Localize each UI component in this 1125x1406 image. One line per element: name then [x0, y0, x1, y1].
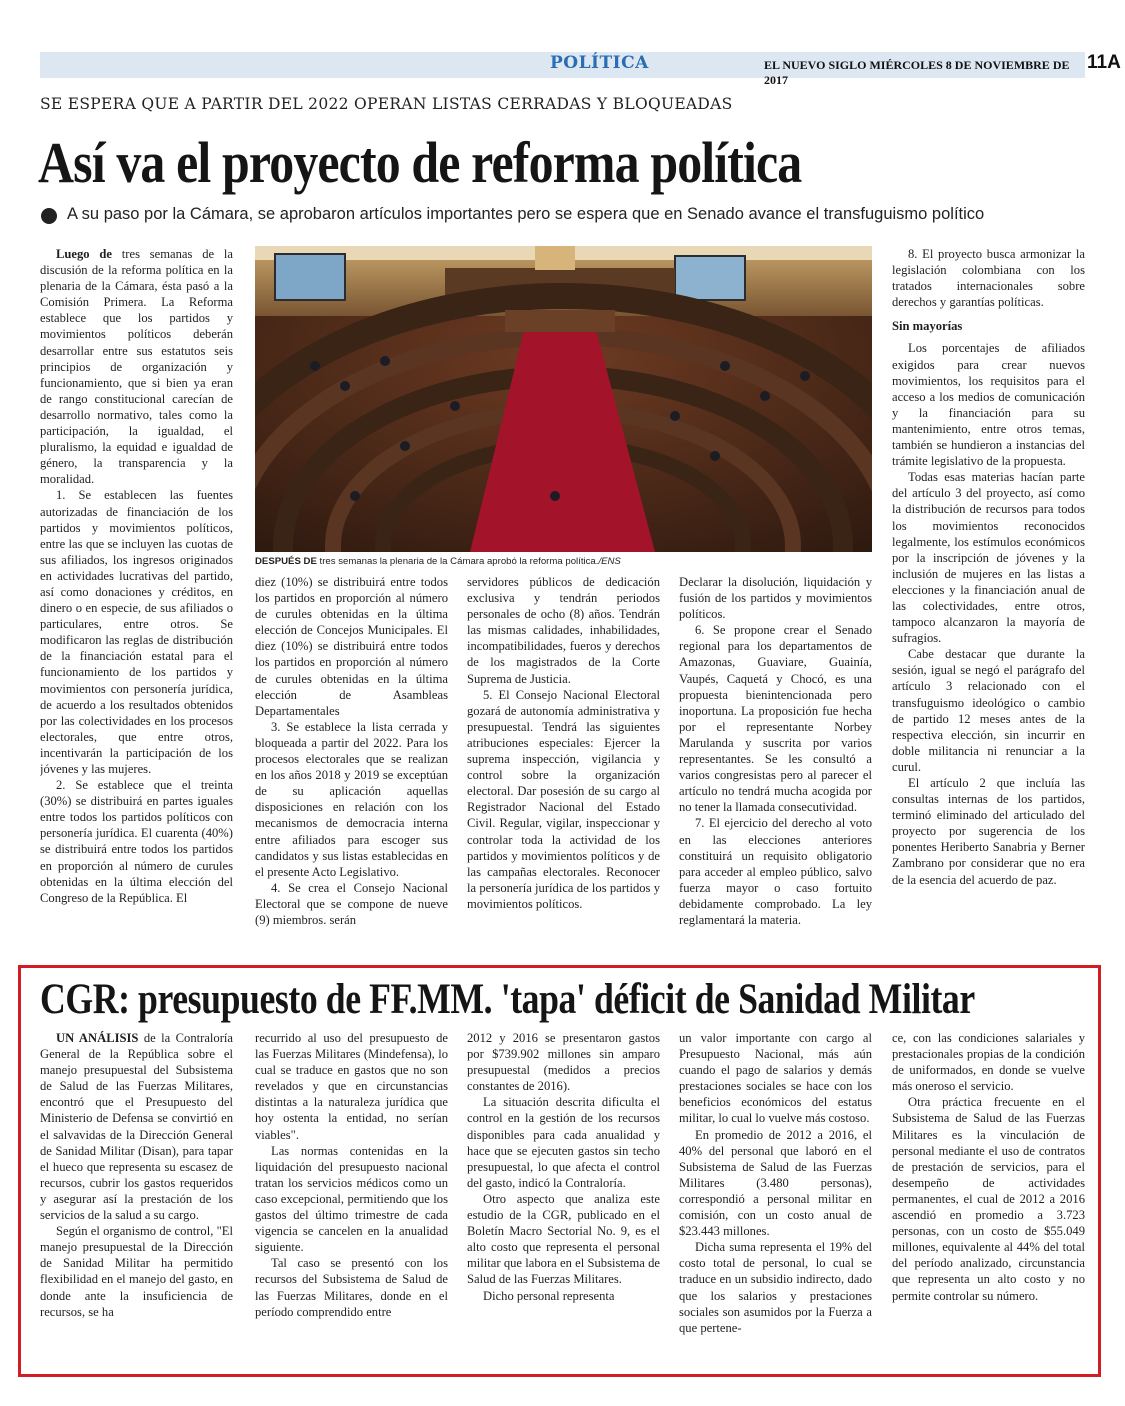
article-headline: Así va el proyecto de reforma política [38, 130, 802, 195]
paragraph: Otro aspecto que analiza este estudio de la CGR, publicado en el Boletín Macro Sectorial No. 9, es el alto costo que representa el personal militar que labora en el Subsistema de Salud de las Fuerzas Militares. [467, 1191, 660, 1287]
article2-column-4 [679, 1030, 872, 1366]
bullet-icon [41, 208, 57, 224]
paragraph: Declarar la disolución, liquidación y fusión de los partidos y movimientos políticos. [679, 575, 872, 622]
paragraph: servidores públicos de dedicación exclusiva y tendrán periodos personales de ocho (8) años. Tendrán las mismas calidades, inhabilidades, incompatibilidades, fueros y derechos de los magistrados de la Corte Suprema de Justicia. [467, 575, 660, 686]
paragraph: ce, con las condiciones salariales y prestacionales propias de la condición de uniformados, en donde se vuelve más oneroso el servicio. [892, 1031, 1085, 1094]
paragraph: El artículo 2 que incluía las consultas internas de los partidos, terminó eliminado del articulado del proyecto por sugerencia de los ponentes Heriberto Sanabria y Berner Zambrano por considerar que no era de la esencia del acuerdo de paz. [892, 776, 1085, 887]
caption-text: tres semanas la plenaria de la Cámara aprobó la reforma política. [319, 556, 599, 567]
paragraph: de la Contraloría General de la República sobre el manejo presupuestal del Subsistema de Salud de las Fuerzas Militares, encontró que el Presupuesto del Ministerio de Defensa se convirtió en el salvavidas de la Dirección General de Sanidad Militar (Disan), para tapar el hueco que representa su escasez de recursos, cubrir los gastos requeridos y asegurar así la prestación de los servicios de la salud a su cargo. [40, 1031, 233, 1223]
paragraph: 2012 y 2016 se presentaron gastos por $739.902 millones sin amparo presupuestal (medidos a precios constantes de 2016). [467, 1031, 660, 1094]
paragraph: En promedio de 2012 a 2016, el 40% del personal que laboró en el Subsistema de Salud de las Fuerzas Militares (3.480 personas), correspondió a personal militar en comisión, con un costo anual de $23.443 millones. [679, 1127, 872, 1239]
paragraph: Según el organismo de control, "El manejo presupuestal de la Dirección de Sanidad Militar ha permitido flexibilidad en el manejo del gasto, en donde ante la insuficiencia de recursos, se ha [40, 1224, 233, 1319]
article2-column-1 [40, 1030, 233, 1366]
paragraph: La situación descrita dificulta el control en la gestión de los recursos disponibles para cada anualidad y hace que se ejecuten gastos sin techo presupuestal, lo que afecta el control del gasto, indicó la Contraloría. [467, 1095, 660, 1190]
chamber-photo [255, 246, 872, 552]
paragraph: 5. El Consejo Nacional Electoral gozará de autonomía administrativa y presupuestal. Tendrá las siguientes atribuciones especiales: Ejercer la suprema inspección, vigilancia y control sobre la organización electoral. Dar posesión de su cargo al Registrador Nacional del Estado Civil. Regular, vigilar, inspeccionar y controlar toda la actividad de los partidos y movimientos políticos y de las campañas electorales. Reconocer la personería jurídica de los partidos y movimientos políticos. [467, 687, 660, 911]
lead-in: Luego de [56, 247, 112, 261]
article2-column-3 [467, 1030, 660, 1366]
paragraph: 3. Se establece la lista cerrada y bloqueada a partir del 2022. Para los procesos electorales que se realizan en los años 2018 y 2019 se exceptúan de su aplicación aquellas disposiciones en relación con los mecanismos de democracia interna entre afiliados para escoger sus candidatos y sus listas establecidas en el presente Acto Legislativo. [255, 719, 448, 879]
paragraph: Las normas contenidas en la liquidación del presupuesto nacional tratan los servicios médicos como un caso excepcional, permitiendo que los gastos del último trimestre de cada vigencia se cancelen en la anualidad siguiente. [255, 1143, 448, 1255]
paragraph: un valor importante con cargo al Presupuesto Nacional, más aún cuando el pago de salarios y demás prestaciones sociales se hace con los beneficios económicos del estatus militar, lo cual lo vuelve más costoso. [679, 1031, 872, 1126]
caption-lead: DESPUÉS DE [255, 556, 317, 567]
paragraph: Otra práctica frecuente en el Subsistema de Salud de las Fuerzas Militares es la vinculación de personal mediante el uso de contratos de prestación de servicios, para el desempeño de actividades permanentes, el cual de 2012 a 2016 ascendió en promedio a 3.723 personas, con un costo de $55.049 millones, equivalente al 44% del total del período analizado, circunstancia que representa un alto costo y no permite controlar su número. [892, 1095, 1085, 1303]
paragraph: Dicho personal representa [483, 1288, 615, 1303]
paragraph: 1. Se establecen las fuentes autorizadas de financiación de los partidos y movimientos políticos, entre las que se incluyen las cuotas de sus afiliados, los ingresos originados en actividades lucrativas del partido, así como donaciones y créditos, en dinero o en especie, de sus afiliados o particulares, entre otros. Se modificaron las reglas de distribución de la financiación estatal para el funcionamiento de los partidos y movimientos con personería jurídica, de acuerdo a los resultados obtenidos por las colectividades en los procesos electorales, que entre otros, incentivarán la participación de los jóvenes y las mujeres. [40, 488, 233, 776]
article-kicker: SE ESPERA QUE A PARTIR DEL 2022 OPERAN LISTAS CERRADAS Y BLOQUEADAS [40, 95, 733, 113]
paragraph: diez (10%) se distribuirá entre todos los partidos en proporción al número de curules obtenidas en la última elección de Concejos Municipales. El diez (10%) se distribuirá entre todos los partidos en proporción al número de curules obtenidas en la última elección de Asambleas Departamentales [255, 575, 448, 718]
chamber-photo-image [255, 246, 872, 552]
article2-headline: CGR: presupuesto de FF.MM. 'tapa' déficit de Sanidad Militar [40, 976, 975, 1023]
article-column-1 [40, 246, 233, 946]
paragraph: 2. Se establece que el treinta (30%) se distribuirá en partes iguales entre todos los partidos políticos con personería jurídica. El cuarenta (40%) se distribuirá entre todos los partidos en proporción al número de curules obtenidas en la última elección del Congreso de la República. El [40, 778, 233, 905]
lead-in: UN ANÁLISIS [56, 1031, 139, 1045]
paragraph: 7. El ejercicio del derecho al voto en las elecciones anteriores constituirá un requisito obligatorio para acceder al empleo público, salvo fuerza mayor o caso fortuito debidamente comprobado. La ley reglamentará la materia. [679, 816, 872, 927]
paragraph: Todas esas materias hacían parte del artículo 3 del proyecto, así como la distribución de recursos para todos los movimientos reconocidos legalmente, los estímulos económicos por la inscripción de jóvenes y la inclusión de mujeres en las listas a elecciones y la financiación anual de las colectividades, entre otros, tampoco alcanzaron la mayoría de sufragios. [892, 470, 1085, 646]
paragraph: 4. Se crea el Consejo Nacional Electoral que se compone de nueve (9) miembros. serán [255, 880, 448, 927]
masthead-date: EL NUEVO SIGLO MIÉRCOLES 8 DE NOVIEMBRE DE 2017 [764, 58, 1070, 87]
page-number: 11A [1087, 52, 1121, 73]
paragraph: 8. El proyecto busca armonizar la legislación colombiana con los tratados internacionales sobre derechos y garantías políticas. [892, 247, 1085, 310]
article-column-3 [467, 574, 660, 946]
paragraph: recurrido al uso del presupuesto de las Fuerzas Militares (Mindefensa), lo cual se traduce en gastos que no son revelados y que en circunstancias distintas a la naturaleza jurídica que hoy ostenta la entidad, no serían viables". [255, 1031, 448, 1142]
article-column-5 [892, 246, 1085, 946]
section-subtitle: Sin mayorías [892, 319, 963, 334]
photo-credit: /ENS [598, 556, 621, 567]
paragraph: Cabe destacar que durante la sesión, igual se negó el parágrafo del artículo 3 relacionado con el transfuguismo ideológico o cambio de partido 12 meses antes de la respectiva elección, sin incurrir en doble militancia ni renunciar a la curul. [892, 647, 1085, 774]
paragraph: Dicha suma representa el 19% del costo total de personal, lo cual se traduce en un subsidio indirecto, dado que los salarios y prestaciones sociales son asumidos por la Fuerza a que pertene- [679, 1240, 872, 1335]
article2-column-2 [255, 1030, 448, 1366]
article-column-4 [679, 574, 872, 946]
paragraph: 6. Se propone crear el Senado regional para los departamentos de Amazonas, Guaviare, Guainía, Vaupés, Caquetá y Chocó, es una propuesta bienintencionada pero inoportuna. La proposición fue hecha por el representante Norbey Marulanda y suscrita por varios representantes. Se les consultó a varios congresistas pero al parecer el artículo no tendrá mucha acogida por no tener la llamada consecutividad. [679, 623, 872, 815]
paragraph: Tal caso se presentó con los recursos del Subsistema de Salud de las Fuerzas Militares, donde en el período comprendido entre [255, 1256, 448, 1319]
article-subhead: A su paso por la Cámara, se aprobaron artículos importantes pero se espera que en Senado avance el transfuguismo político [67, 205, 985, 223]
article2-column-5 [892, 1030, 1085, 1366]
page-header-bar [40, 52, 1121, 87]
paragraph: tres semanas de la discusión de la reforma política en la plenaria de la Cámara, ésta pasó a la Comisión Primera. La Reforma establece que los partidos y movimientos políticos deberán desarrollar entre sus estatutos seis principios de organización y funcionamiento, que si bien ya eran de rango constitucional carecían de desarrollo normativo, tales como la participación, la igualdad, el pluralismo, la equidad e igualdad de género, la transparencia y la moralidad. [40, 247, 233, 487]
article-column-2 [255, 574, 448, 946]
section-label: POLÍTICA [550, 53, 649, 73]
photo-caption [255, 556, 872, 567]
paragraph: Los porcentajes de afiliados exigidos para crear nuevos movimientos, los requisitos para el acceso a los medios de comunicación y la financiación para su mantenimiento, entre otros temas, también se hundieron a instancias del trámite legislativo de la propuesta. [892, 341, 1085, 469]
